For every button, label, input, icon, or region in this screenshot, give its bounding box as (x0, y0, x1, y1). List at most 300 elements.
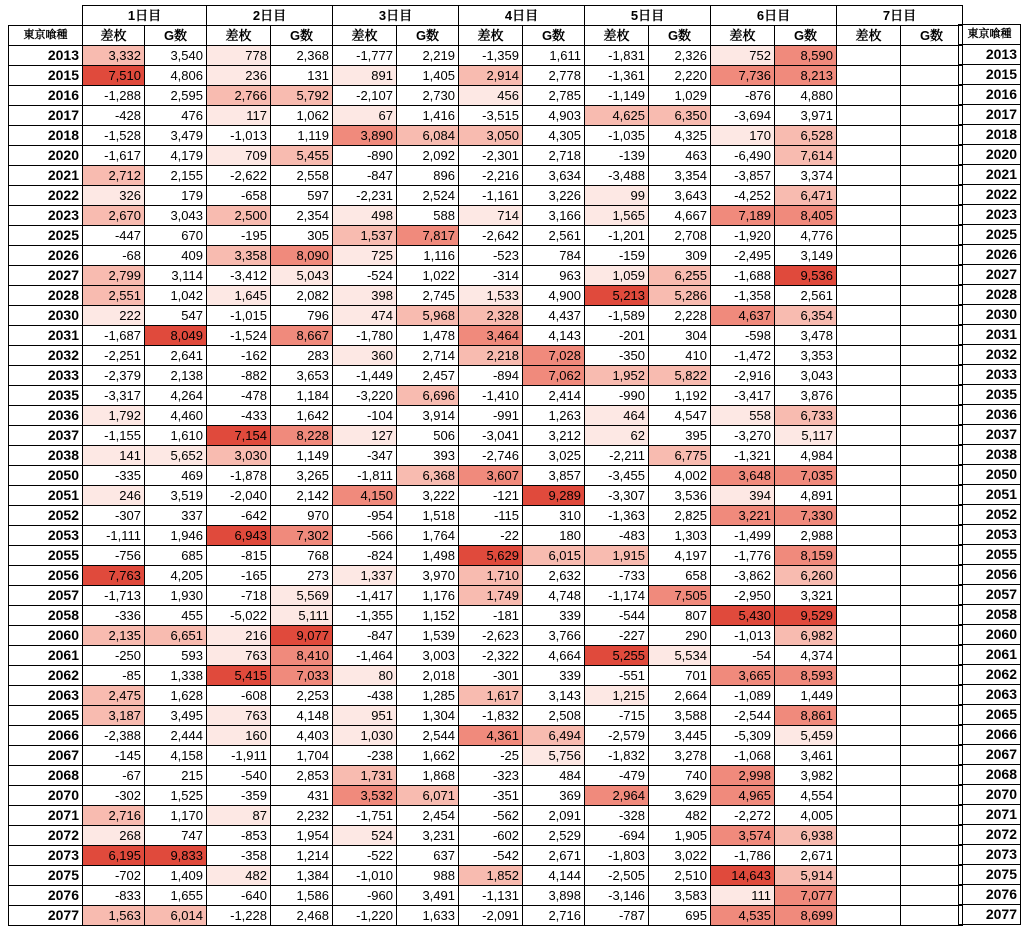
games-cell: 1,930 (145, 586, 207, 606)
diff-cell: -1,811 (333, 466, 397, 486)
diff-cell (837, 686, 901, 706)
diff-cell (837, 766, 901, 786)
games-cell: 597 (271, 186, 333, 206)
diff-cell: -2,251 (83, 346, 145, 366)
machine-number: 2016 (9, 86, 83, 106)
games-cell: 7,302 (271, 526, 333, 546)
games-cell (901, 786, 963, 806)
table-row (959, 904, 1021, 924)
diff-cell: 1,617 (459, 686, 523, 706)
games-cell: 4,806 (145, 66, 207, 86)
table-row (959, 124, 1021, 144)
machine-number: 2020 (9, 146, 83, 166)
machine-number: 2051 (959, 484, 1021, 504)
games-cell: 1,022 (397, 266, 459, 286)
diff-cell: 2,475 (83, 686, 145, 706)
games-cell: 2,785 (523, 86, 585, 106)
table-row (959, 404, 1021, 424)
table-row (959, 624, 1021, 644)
games-cell: 2,155 (145, 166, 207, 186)
table-row (9, 266, 963, 286)
games-cell (901, 706, 963, 726)
diff-cell: -524 (333, 266, 397, 286)
games-cell: 6,528 (775, 126, 837, 146)
machine-number: 2033 (959, 364, 1021, 384)
diff-column-header: 差枚 (459, 26, 523, 46)
games-cell: 5,459 (775, 726, 837, 746)
games-cell: 5,043 (271, 266, 333, 286)
games-cell (901, 826, 963, 846)
diff-cell: 4,535 (711, 906, 775, 926)
games-cell (901, 506, 963, 526)
machine-number: 2028 (9, 286, 83, 306)
diff-cell: -1,361 (585, 66, 649, 86)
diff-cell: -2,950 (711, 586, 775, 606)
games-cell: 4,984 (775, 446, 837, 466)
games-cell: 2,232 (271, 806, 333, 826)
table-row (9, 886, 963, 906)
diff-cell: -162 (207, 346, 271, 366)
diff-cell: -1,013 (711, 626, 775, 646)
table-row (959, 244, 1021, 264)
games-cell: 1,192 (649, 386, 711, 406)
diff-cell: -3,857 (711, 166, 775, 186)
games-cell: 8,667 (271, 326, 333, 346)
games-cell (901, 846, 963, 866)
diff-cell: 222 (83, 306, 145, 326)
games-cell: 310 (523, 506, 585, 526)
table-row (959, 104, 1021, 124)
table-row (959, 744, 1021, 764)
diff-cell: 1,565 (585, 206, 649, 226)
games-cell: 3,629 (649, 786, 711, 806)
games-cell: 1,946 (145, 526, 207, 546)
games-cell: 747 (145, 826, 207, 846)
diff-cell: 87 (207, 806, 271, 826)
diff-cell: -335 (83, 466, 145, 486)
games-cell: 6,350 (649, 106, 711, 126)
diff-cell: -602 (459, 826, 523, 846)
diff-cell: 456 (459, 86, 523, 106)
games-cell: 2,664 (649, 686, 711, 706)
diff-cell (837, 266, 901, 286)
games-cell: 695 (649, 906, 711, 926)
games-cell: 3,653 (271, 366, 333, 386)
games-cell: 2,632 (523, 566, 585, 586)
diff-cell: -25 (459, 746, 523, 766)
games-cell: 6,696 (397, 386, 459, 406)
corner-cell (9, 6, 83, 26)
table-row (9, 86, 963, 106)
machine-number: 2028 (959, 284, 1021, 304)
diff-cell: -890 (333, 146, 397, 166)
table-row (9, 606, 963, 626)
table-row (959, 284, 1021, 304)
diff-cell: -5,309 (711, 726, 775, 746)
diff-cell: 3,030 (207, 446, 271, 466)
games-cell: 476 (145, 106, 207, 126)
machine-number: 2027 (959, 264, 1021, 284)
diff-cell: -540 (207, 766, 271, 786)
games-cell: 2,544 (397, 726, 459, 746)
diff-cell: -1,831 (585, 46, 649, 66)
games-cell (901, 426, 963, 446)
diff-cell: -2,091 (459, 906, 523, 926)
machine-number: 2031 (9, 326, 83, 346)
games-cell: 4,205 (145, 566, 207, 586)
machine-number: 2077 (959, 904, 1021, 924)
table-row (959, 764, 1021, 784)
games-cell (901, 526, 963, 546)
games-cell: 3,898 (523, 886, 585, 906)
games-cell: 431 (271, 786, 333, 806)
day-header-row (9, 6, 963, 26)
table-row (9, 446, 963, 466)
table-row (959, 604, 1021, 624)
games-cell (901, 446, 963, 466)
games-column-header: G数 (901, 26, 963, 46)
games-cell (901, 366, 963, 386)
table-row (959, 664, 1021, 684)
diff-cell: 1,215 (585, 686, 649, 706)
table-row (9, 386, 963, 406)
games-cell: 2,558 (271, 166, 333, 186)
games-cell: 6,084 (397, 126, 459, 146)
table-row (9, 906, 963, 926)
games-cell: 7,077 (775, 886, 837, 906)
games-cell: 180 (523, 526, 585, 546)
games-cell: 4,891 (775, 486, 837, 506)
games-cell: 3,025 (523, 446, 585, 466)
diff-cell: -1,688 (711, 266, 775, 286)
games-cell: 5,455 (271, 146, 333, 166)
games-cell: 4,880 (775, 86, 837, 106)
games-cell: 9,529 (775, 606, 837, 626)
games-cell: 3,540 (145, 46, 207, 66)
games-cell: 1,149 (271, 446, 333, 466)
diff-cell (837, 826, 901, 846)
diff-cell: 1,852 (459, 866, 523, 886)
games-cell: 9,077 (271, 626, 333, 646)
diff-cell: -195 (207, 226, 271, 246)
diff-cell (837, 346, 901, 366)
diff-cell (837, 226, 901, 246)
diff-cell: -121 (459, 486, 523, 506)
diff-cell: -2,622 (207, 166, 271, 186)
games-cell: 658 (649, 566, 711, 586)
diff-cell: -67 (83, 766, 145, 786)
table-row (9, 706, 963, 726)
diff-cell: -2,211 (585, 446, 649, 466)
machine-number: 2063 (9, 686, 83, 706)
diff-cell: 752 (711, 46, 775, 66)
games-cell: 6,014 (145, 906, 207, 926)
games-cell: 2,354 (271, 206, 333, 226)
games-cell: 2,142 (271, 486, 333, 506)
games-cell: 482 (649, 806, 711, 826)
games-cell: 3,634 (523, 166, 585, 186)
games-cell (901, 246, 963, 266)
machine-number: 2030 (9, 306, 83, 326)
games-cell: 6,071 (397, 786, 459, 806)
games-cell: 1,655 (145, 886, 207, 906)
machine-number: 2035 (9, 386, 83, 406)
machine-number: 2061 (959, 644, 1021, 664)
machine-number: 2065 (959, 704, 1021, 724)
day-3-header: 3日目 (333, 6, 459, 26)
machine-number: 2066 (959, 724, 1021, 744)
machine-number: 2027 (9, 266, 83, 286)
diff-cell: -990 (585, 386, 649, 406)
games-cell: 9,536 (775, 266, 837, 286)
games-cell: 1,184 (271, 386, 333, 406)
machine-number: 2025 (959, 224, 1021, 244)
diff-cell: -22 (459, 526, 523, 546)
games-cell: 4,144 (523, 866, 585, 886)
table-row (9, 546, 963, 566)
table-row (959, 784, 1021, 804)
machine-number: 2023 (959, 204, 1021, 224)
table-row (9, 466, 963, 486)
table-row (9, 126, 963, 146)
table-row (9, 66, 963, 86)
diff-cell: -3,220 (333, 386, 397, 406)
games-cell: 2,092 (397, 146, 459, 166)
diff-cell: -2,623 (459, 626, 523, 646)
diff-cell (837, 846, 901, 866)
diff-cell: -2,579 (585, 726, 649, 746)
diff-cell: -608 (207, 686, 271, 706)
games-cell: 4,158 (145, 746, 207, 766)
diff-cell: 2,998 (711, 766, 775, 786)
machine-number: 2055 (959, 544, 1021, 564)
games-cell: 701 (649, 666, 711, 686)
diff-cell: 1,030 (333, 726, 397, 746)
table-row (9, 686, 963, 706)
diff-cell: -336 (83, 606, 145, 626)
games-cell (901, 686, 963, 706)
games-cell: 1,303 (649, 526, 711, 546)
diff-cell: -1,068 (711, 746, 775, 766)
games-cell: 2,825 (649, 506, 711, 526)
diff-cell (837, 506, 901, 526)
games-cell (901, 66, 963, 86)
games-cell: 3,149 (775, 246, 837, 266)
machine-number: 2032 (9, 346, 83, 366)
games-cell: 3,222 (397, 486, 459, 506)
diff-cell: -3,317 (83, 386, 145, 406)
diff-cell: 763 (207, 646, 271, 666)
games-cell (901, 406, 963, 426)
games-cell: 3,766 (523, 626, 585, 646)
machine-number: 2065 (9, 706, 83, 726)
games-cell: 3,876 (775, 386, 837, 406)
diff-cell: -1,358 (711, 286, 775, 306)
table-row (959, 344, 1021, 364)
diff-cell: -1,464 (333, 646, 397, 666)
games-cell: 8,228 (271, 426, 333, 446)
diff-cell: 4,625 (585, 106, 649, 126)
games-cell: 1,586 (271, 886, 333, 906)
diff-cell: 62 (585, 426, 649, 446)
games-cell: 547 (145, 306, 207, 326)
diff-cell (837, 526, 901, 546)
table-row (9, 146, 963, 166)
table-row (9, 666, 963, 686)
table-row (959, 824, 1021, 844)
table-row (9, 866, 963, 886)
table-row (959, 584, 1021, 604)
machine-number: 2075 (959, 864, 1021, 884)
games-cell: 5,914 (775, 866, 837, 886)
games-cell: 2,561 (523, 226, 585, 246)
games-cell: 2,414 (523, 386, 585, 406)
games-cell: 2,082 (271, 286, 333, 306)
machine-number: 2031 (959, 324, 1021, 344)
games-cell: 5,117 (775, 426, 837, 446)
diff-cell: 3,464 (459, 326, 523, 346)
diff-cell (837, 626, 901, 646)
diff-cell (837, 486, 901, 506)
games-cell: 3,491 (397, 886, 459, 906)
games-cell: 963 (523, 266, 585, 286)
games-cell: 2,716 (523, 906, 585, 926)
table-row (959, 204, 1021, 224)
diff-cell (837, 566, 901, 586)
diff-cell (837, 426, 901, 446)
machine-number: 2026 (959, 244, 1021, 264)
games-cell: 1,764 (397, 526, 459, 546)
diff-cell: 1,537 (333, 226, 397, 246)
machine-number: 2038 (959, 444, 1021, 464)
diff-cell: -3,417 (711, 386, 775, 406)
machine-number: 2067 (959, 744, 1021, 764)
machine-number: 2066 (9, 726, 83, 746)
games-cell: 2,444 (145, 726, 207, 746)
games-cell: 2,220 (649, 66, 711, 86)
games-cell: 2,219 (397, 46, 459, 66)
diff-cell: 1,952 (585, 366, 649, 386)
games-cell: 1,119 (271, 126, 333, 146)
games-cell: 1,704 (271, 746, 333, 766)
games-cell: 463 (649, 146, 711, 166)
games-cell (901, 486, 963, 506)
diff-cell: -3,412 (207, 266, 271, 286)
games-cell: 685 (145, 546, 207, 566)
diff-cell: -733 (585, 566, 649, 586)
games-cell (901, 386, 963, 406)
machine-number: 2076 (959, 884, 1021, 904)
diff-cell: -2,388 (83, 726, 145, 746)
diff-cell: -2,916 (711, 366, 775, 386)
games-cell: 5,652 (145, 446, 207, 466)
diff-cell (837, 146, 901, 166)
diff-cell: -1,803 (585, 846, 649, 866)
diff-cell: 464 (585, 406, 649, 426)
machine-number: 2070 (9, 786, 83, 806)
games-cell: 2,510 (649, 866, 711, 886)
games-cell: 3,226 (523, 186, 585, 206)
table-row (9, 506, 963, 526)
diff-cell: -351 (459, 786, 523, 806)
table-row (9, 246, 963, 266)
games-cell: 1,868 (397, 766, 459, 786)
games-cell: 7,330 (775, 506, 837, 526)
machine-number: 2053 (959, 524, 1021, 544)
machine-number: 2023 (9, 206, 83, 226)
diff-cell: -2,642 (459, 226, 523, 246)
games-cell: 2,671 (775, 846, 837, 866)
diff-cell: 7,510 (83, 66, 145, 86)
table-row (959, 44, 1021, 64)
games-cell (901, 906, 963, 926)
games-cell: 3,374 (775, 166, 837, 186)
games-cell: 2,138 (145, 366, 207, 386)
games-cell: 3,536 (649, 486, 711, 506)
machine-number: 2038 (9, 446, 83, 466)
games-cell: 1,610 (145, 426, 207, 446)
table-row (959, 884, 1021, 904)
games-cell: 3,857 (523, 466, 585, 486)
games-cell (901, 326, 963, 346)
table-row (9, 586, 963, 606)
machine-number: 2055 (9, 546, 83, 566)
diff-cell: -3,862 (711, 566, 775, 586)
diff-cell (837, 206, 901, 226)
table-row (959, 164, 1021, 184)
diff-cell: 4,150 (333, 486, 397, 506)
games-cell: 4,005 (775, 806, 837, 826)
table-body (9, 46, 963, 926)
games-cell: 1,628 (145, 686, 207, 706)
diff-cell: -1,410 (459, 386, 523, 406)
games-cell: 1,409 (145, 866, 207, 886)
diff-cell: 360 (333, 346, 397, 366)
games-cell: 6,368 (397, 466, 459, 486)
machine-number: 2035 (959, 384, 1021, 404)
games-cell: 2,091 (523, 806, 585, 826)
diff-cell: -544 (585, 606, 649, 626)
machine-number: 2071 (959, 804, 1021, 824)
table-row (9, 846, 963, 866)
games-cell: 7,817 (397, 226, 459, 246)
diff-cell: -483 (585, 526, 649, 546)
day-7-header: 7日目 (837, 6, 963, 26)
diff-cell: 725 (333, 246, 397, 266)
games-cell: 1,611 (523, 46, 585, 66)
machine-number: 2077 (9, 906, 83, 926)
diff-cell: -2,301 (459, 146, 523, 166)
table-row (9, 186, 963, 206)
machine-number: 2052 (9, 506, 83, 526)
machine-number: 2053 (9, 526, 83, 546)
diff-column-header: 差枚 (585, 26, 649, 46)
diff-cell: 4,965 (711, 786, 775, 806)
games-cell: 4,179 (145, 146, 207, 166)
diff-cell: -1,015 (207, 306, 271, 326)
diff-cell: -1,878 (207, 466, 271, 486)
table-row (9, 166, 963, 186)
games-cell: 4,554 (775, 786, 837, 806)
diff-column-header: 差枚 (333, 26, 397, 46)
diff-cell: -165 (207, 566, 271, 586)
diff-cell: 2,964 (585, 786, 649, 806)
games-column-header: G数 (397, 26, 459, 46)
table-row (9, 806, 963, 826)
games-cell: 7,028 (523, 346, 585, 366)
diff-cell: -694 (585, 826, 649, 846)
table-row (9, 426, 963, 446)
